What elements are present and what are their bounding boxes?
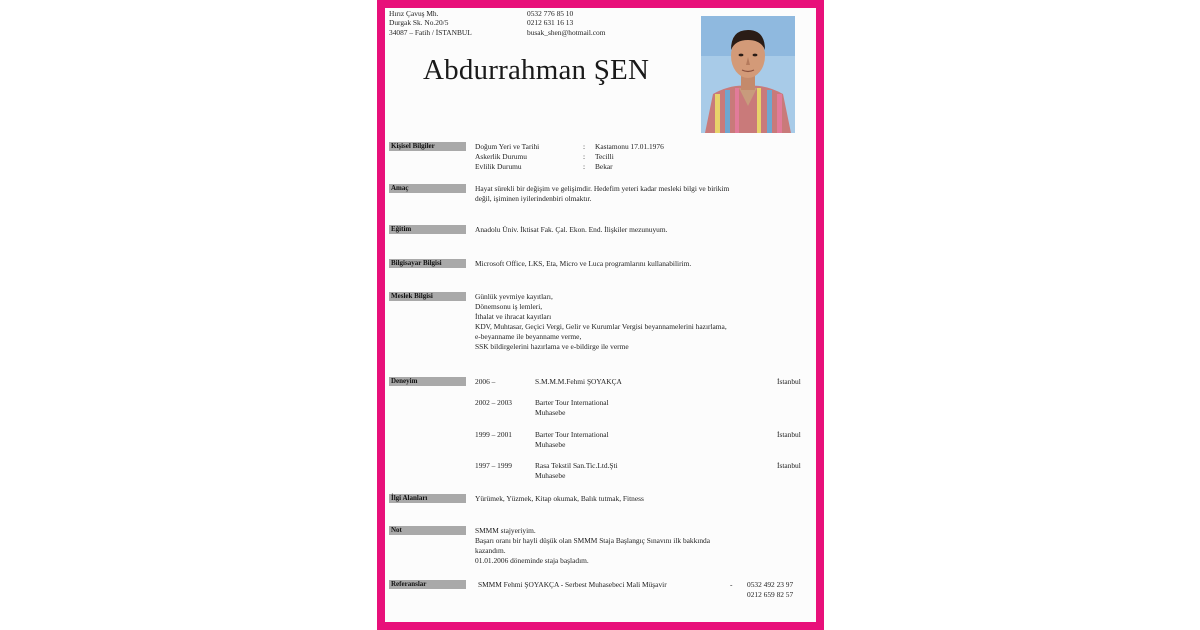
references-text: SMMM Fehmi ŞOYAKÇA - Serbest Muhasebeci Mali Müşavir — [478, 580, 667, 589]
note-line-2: Başarı oranı bir hayli düşük olan SMMM Staja Başlangıç Sınavını ilk bakkında — [475, 536, 711, 545]
section-label-experience: Deneyim — [389, 377, 466, 386]
phone-2: 0212 631 16 13 — [527, 18, 574, 27]
note-line-1: SMMM stajyeriyim. — [475, 526, 536, 535]
experience-years-1: 2006 – — [475, 377, 496, 386]
personal-value-3: Bekar — [595, 162, 613, 171]
references-phone-2: 0212 659 82 57 — [747, 590, 794, 599]
personal-sep-1: : — [583, 142, 586, 151]
personal-key-2: Askerlik Durumu — [475, 152, 527, 161]
education-text: Anadolu Üniv. İktisat Fak. Çal. Ekon. End. İlişkiler mezunuyum. — [475, 225, 668, 234]
section-label-note: Not — [389, 526, 466, 535]
section-label-education: Eğitim — [389, 225, 466, 234]
experience-company-2: Barter Tour International — [535, 398, 609, 407]
note-line-3: kazandım. — [475, 546, 506, 555]
experience-company-1: S.M.M.M.Fehmi ŞOYAKÇA — [535, 377, 622, 386]
professional-line-2: Dönemsonu iş lemleri, — [475, 302, 543, 311]
references-dash: - — [730, 580, 733, 589]
section-label-personal: Kişisel Bilgiler — [389, 142, 466, 151]
section-label-goal: Amaç — [389, 184, 466, 193]
experience-city-1: İstanbul — [777, 377, 801, 386]
experience-company-4: Rasa Tekstil San.Tic.Ltd.Şti — [535, 461, 618, 470]
cv-frame — [377, 0, 824, 630]
note-line-4: 01.01.2006 döneminde staja başladım. — [475, 556, 589, 565]
address-line-3: 34087 – Fatih / İSTANBUL — [389, 28, 472, 37]
cv-page — [385, 8, 816, 622]
section-label-interests: İlgi Alanları — [389, 494, 466, 503]
personal-key-1: Doğum Yeri ve Tarihi — [475, 142, 540, 151]
personal-sep-2: : — [583, 152, 586, 161]
experience-role-3: Muhasebe — [535, 440, 566, 449]
professional-line-3: İthalat ve ihracat kayıtları — [475, 312, 552, 321]
address-line-2: Durgak Sk. No.20/5 — [389, 18, 449, 27]
personal-sep-3: : — [583, 162, 586, 171]
candidate-name: Abdurrahman ŞEN — [423, 54, 650, 86]
experience-city-4: İstanbul — [777, 461, 801, 470]
references-phone-1: 0532 492 23 97 — [747, 580, 794, 589]
interests-text: Yürümek, Yüzmek, Kitap okumak, Balık tutmak, Fitness — [475, 494, 644, 503]
professional-line-4: KDV, Muhtasar, Geçici Vergi, Gelir ve Kurumlar Vergisi beyannamelerini hazırlama, — [475, 322, 727, 331]
section-label-computer: Bilgisayar Bilgisi — [389, 259, 466, 268]
experience-role-2: Muhasebe — [535, 408, 566, 417]
email: busak_shen@hotmail.com — [527, 28, 606, 37]
section-label-professional: Meslek Bilgisi — [389, 292, 466, 301]
experience-role-4: Muhasebe — [535, 471, 566, 480]
experience-city-3: İstanbul — [777, 430, 801, 439]
address-line-1: Hırız Çavuş Mh. — [389, 9, 439, 18]
section-label-references: Referanslar — [389, 580, 466, 589]
personal-value-2: Tecilli — [595, 152, 614, 161]
experience-years-2: 2002 – 2003 — [475, 398, 512, 407]
professional-line-5: e-beyanname ile beyanname verme, — [475, 332, 582, 341]
professional-line-1: Günlük yevmiye kayıtları, — [475, 292, 553, 301]
phone-1: 0532 776 85 10 — [527, 9, 574, 18]
personal-key-3: Evlilik Durumu — [475, 162, 522, 171]
profile-photo — [701, 16, 795, 133]
goal-line-2: değil, işiminen iyilerindenbiri olmaktır. — [475, 194, 592, 203]
experience-years-3: 1999 – 2001 — [475, 430, 512, 439]
computer-text: Microsoft Office, LKS, Eta, Micro ve Luca programlarını kullanabilirim. — [475, 259, 692, 268]
goal-line-1: Hayat sürekli bir değişim ve gelişimdir. Hedefim yeteri kadar mesleki bilgi ve birikim — [475, 184, 730, 193]
professional-line-6: SSK bildirgelerini hazırlama ve e-bildirge ile verme — [475, 342, 629, 351]
experience-years-4: 1997 – 1999 — [475, 461, 512, 470]
personal-value-1: Kastamonu 17.01.1976 — [595, 142, 664, 151]
experience-company-3: Barter Tour International — [535, 430, 609, 439]
